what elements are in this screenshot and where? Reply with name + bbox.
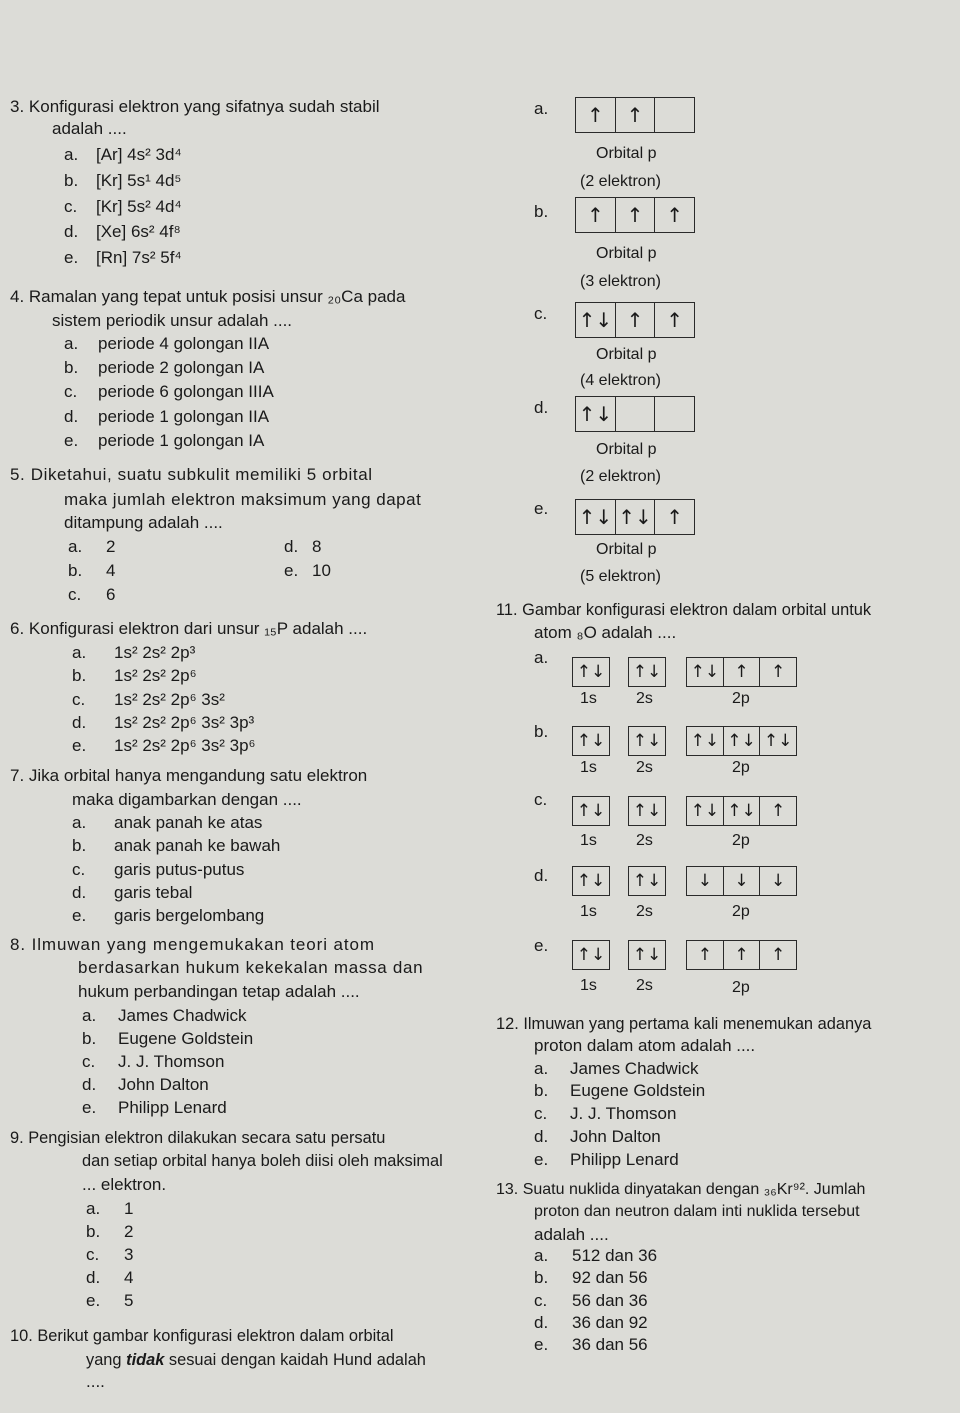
q7-option-c-value: garis putus-putus: [114, 860, 245, 879]
q11-c-2p-box: [686, 796, 797, 826]
q9-option-c: c.: [86, 1245, 100, 1264]
q11-option-c: c.: [534, 790, 548, 809]
q11-c-2p-cell-1: ↑↓: [690, 800, 720, 821]
q9-option-b-value: 2: [124, 1222, 134, 1241]
q7-option-a: a.: [72, 813, 87, 832]
q4-text: 4. Ramalan yang tepat untuk posisi unsur ₂₀Ca pada: [10, 287, 406, 306]
q3-option-a-value: [Ar] 4s² 3d⁴: [96, 145, 182, 164]
q7-option-b: b.: [72, 836, 87, 855]
q10-option-d: d.: [534, 398, 549, 417]
q11-b-1s-box: ↑↓: [572, 726, 610, 756]
q11-e-label-2p: 2p: [732, 979, 750, 996]
q8-option-c-value: J. J. Thomson: [118, 1052, 225, 1071]
q3-option-e-value: [Rn] 7s² 5f⁴: [96, 248, 182, 267]
q5-text3: ditampung adalah ....: [64, 513, 223, 532]
q10-option-e: e.: [534, 499, 549, 518]
q6-option-c-value: 1s² 2s² 2p⁶ 3s²: [114, 690, 225, 709]
q7-option-a-value: anak panah ke atas: [114, 813, 263, 832]
q7-option-d-value: garis tebal: [114, 883, 193, 902]
q10-e-orbital-box: [575, 499, 695, 535]
q10-c-cell-3: ↑: [654, 303, 694, 337]
q10-d-electrons: (2 elektron): [580, 468, 661, 485]
q8-option-e: e.: [82, 1098, 97, 1117]
q10-d-orbital-box: [575, 396, 695, 432]
q11-e-2p-box: [686, 940, 797, 970]
q7-option-e-value: garis bergelombang: [114, 906, 265, 925]
q8-option-a: a.: [82, 1006, 97, 1025]
q11-a-2p-cell-2: ↑: [723, 658, 760, 686]
q13-option-e-value: 36 dan 56: [572, 1335, 648, 1354]
q12-option-c-value: J. J. Thomson: [570, 1104, 677, 1123]
q13-option-d: d.: [534, 1313, 549, 1332]
q10-e-caption: Orbital p: [596, 541, 657, 558]
q7-text2: maka digambarkan dengan ....: [72, 790, 302, 809]
q10-a-cell-1: ↑: [586, 103, 604, 127]
q9-option-d: d.: [86, 1268, 101, 1287]
q10-option-a: a.: [534, 99, 549, 118]
q11-e-2p-cell-1: ↑: [697, 944, 712, 965]
q3-option-b-value: [Kr] 5s¹ 4d⁵: [96, 171, 182, 190]
q9-option-c-value: 3: [124, 1245, 134, 1264]
q10-b-cell-1: ↑: [586, 203, 604, 227]
q10-c-cell-1: ↑↓: [578, 308, 613, 332]
q11-d-2p-cell-2: ↓: [723, 867, 760, 895]
q5-option-b: b.: [68, 561, 83, 580]
q8-text: 8. Ilmuwan yang mengemukakan teori atom: [10, 935, 375, 954]
q10-option-b: b.: [534, 202, 549, 221]
q8-option-d-value: John Dalton: [118, 1075, 209, 1094]
q11-b-2p-cell-1: ↑↓: [690, 730, 720, 751]
q4-option-b-value: periode 2 golongan IA: [98, 358, 265, 377]
q6-option-b: b.: [72, 666, 87, 685]
q10-e-cell-2: ↑↓: [615, 500, 655, 534]
q12-option-e-value: Philipp Lenard: [570, 1150, 679, 1169]
q12-option-b: b.: [534, 1081, 549, 1100]
q10-a-cell-2: ↑: [615, 98, 655, 132]
q9-text3: ... elektron.: [82, 1175, 167, 1194]
q7-option-e: e.: [72, 906, 87, 925]
q11-option-a: a.: [534, 648, 549, 667]
q11-c-2s-box: ↑↓: [628, 796, 666, 826]
q10-e-electrons: (5 elektron): [580, 568, 661, 585]
q12-option-a: a.: [534, 1059, 549, 1078]
q8-text2: berdasarkan hukum kekekalan massa dan: [78, 958, 424, 977]
q11-c-label-2s: 2s: [636, 832, 653, 849]
q6-option-a-value: 1s² 2s² 2p³: [114, 643, 196, 662]
q11-option-d: d.: [534, 866, 549, 885]
q11-option-e: e.: [534, 936, 549, 955]
q10-b-electrons: (3 elektron): [580, 273, 661, 290]
q11-d-label-2p: 2p: [732, 903, 750, 920]
q10-c-orbital-box: [575, 302, 695, 338]
q9-option-e-value: 5: [124, 1291, 134, 1310]
q11-b-2p-cell-3: ↑↓: [759, 727, 796, 755]
q9-option-a: a.: [86, 1199, 101, 1218]
q4-option-e: e.: [64, 431, 79, 450]
q10-e-cell-3: ↑: [654, 500, 694, 534]
q11-e-1s-box: ↑↓: [572, 940, 610, 970]
q10-b-orbital-box: [575, 197, 695, 233]
q10-text: 10. Berikut gambar konfigurasi elektron dalam orbital: [10, 1327, 394, 1345]
q11-e-2s-box: ↑↓: [628, 940, 666, 970]
q11-d-label-1s: 1s: [580, 903, 597, 920]
q4-option-b: b.: [64, 358, 79, 377]
q8-option-b-value: Eugene Goldstein: [118, 1029, 254, 1048]
q5-option-d: d.: [284, 537, 299, 556]
q7-option-d: d.: [72, 883, 87, 902]
q9-option-d-value: 4: [124, 1268, 134, 1287]
q3-option-c-value: [Kr] 5s² 4d⁴: [96, 197, 182, 216]
q13-option-d-value: 36 dan 92: [572, 1313, 648, 1332]
q3-option-d-value: [Xe] 6s² 4f⁸: [96, 222, 181, 241]
q10-e-cell-1: ↑↓: [578, 505, 613, 529]
q10-a-cell-3: [654, 98, 694, 132]
q11-a-2s-box: ↑↓: [628, 657, 666, 687]
q11-e-2p-cell-2: ↑: [723, 941, 760, 969]
q10-d-cell-3: [654, 397, 694, 431]
q11-b-2s-box: ↑↓: [628, 726, 666, 756]
q10-b-cell-2: ↑: [615, 198, 655, 232]
q5-option-c-value: 6: [106, 585, 116, 604]
q11-d-2s-box: ↑↓: [628, 866, 666, 896]
q5-option-c: c.: [68, 585, 82, 604]
q9-text2: dan setiap orbital hanya boleh diisi oleh maksimal: [82, 1152, 443, 1170]
q5-option-d-value: 8: [312, 537, 322, 556]
q8-option-c: c.: [82, 1052, 96, 1071]
q11-e-2p-cell-3: ↑: [759, 941, 796, 969]
q6-option-a: a.: [72, 643, 87, 662]
q3-text: 3. Konfigurasi elektron yang sifatnya sudah stabil: [10, 97, 380, 116]
q11-a-1s-box: ↑↓: [572, 657, 610, 687]
q6-option-d: d.: [72, 713, 87, 732]
q13-option-b: b.: [534, 1268, 549, 1287]
q10-d-caption: Orbital p: [596, 441, 657, 458]
q10-d-cell-1: ↑↓: [578, 402, 613, 426]
q11-a-2p-cell-1: ↑↓: [690, 661, 720, 682]
q3-option-e: e.: [64, 248, 79, 267]
q13-text3: adalah ....: [534, 1225, 609, 1244]
q5-option-a-value: 2: [106, 537, 116, 556]
q5-option-e: e.: [284, 561, 299, 580]
q10-a-electrons: (2 elektron): [580, 173, 661, 190]
q11-d-2p-box: [686, 866, 797, 896]
q3-option-d: d.: [64, 222, 79, 241]
q11-b-label-2s: 2s: [636, 759, 653, 776]
q8-option-e-value: Philipp Lenard: [118, 1098, 227, 1117]
q11-a-label-2s: 2s: [636, 690, 653, 707]
q13-option-e: e.: [534, 1335, 549, 1354]
q11-text2: atom ₈O adalah ....: [534, 623, 677, 642]
q13-option-c-value: 56 dan 36: [572, 1291, 648, 1310]
q11-b-label-1s: 1s: [580, 759, 597, 776]
q11-c-2p-cell-3: ↑: [759, 797, 796, 825]
q4-option-a-value: periode 4 golongan IIA: [98, 334, 270, 353]
q8-text3: hukum perbandingan tetap adalah ....: [78, 982, 360, 1001]
q13-option-a-value: 512 dan 36: [572, 1246, 658, 1265]
q12-text2: proton dalam atom adalah ....: [534, 1036, 756, 1055]
q11-b-label-2p: 2p: [732, 759, 750, 776]
q3-text2: adalah ....: [52, 119, 127, 138]
q11-c-label-2p: 2p: [732, 832, 750, 849]
q4-option-d-value: periode 1 golongan IIA: [98, 407, 270, 426]
q11-e-label-2s: 2s: [636, 977, 653, 994]
q12-text: 12. Ilmuwan yang pertama kali menemukan adanya: [496, 1015, 872, 1033]
q11-a-label-1s: 1s: [580, 690, 597, 707]
q12-option-d: d.: [534, 1127, 549, 1146]
q7-option-b-value: anak panah ke bawah: [114, 836, 281, 855]
q6-option-e-value: 1s² 2s² 2p⁶ 3s² 3p⁶: [114, 736, 256, 755]
q5-option-e-value: 10: [312, 561, 331, 580]
q5-text: 5. Diketahui, suatu subkulit memiliki 5 orbital: [10, 465, 373, 484]
q9-option-a-value: 1: [124, 1199, 134, 1218]
q10-c-cell-2: ↑: [615, 303, 655, 337]
q4-option-c-value: periode 6 golongan IIIA: [98, 382, 274, 401]
q10-c-caption: Orbital p: [596, 346, 657, 363]
q10-b-caption: Orbital p: [596, 245, 657, 262]
q11-c-1s-box: ↑↓: [572, 796, 610, 826]
q6-text: 6. Konfigurasi elektron dari unsur ₁₅P adalah ....: [10, 619, 368, 638]
q8-option-d: d.: [82, 1075, 97, 1094]
q6-option-c: c.: [72, 690, 86, 709]
q13-option-a: a.: [534, 1246, 549, 1265]
q11-c-2p-cell-2: ↑↓: [723, 797, 760, 825]
q5-text2: maka jumlah elektron maksimum yang dapat: [64, 490, 422, 509]
q10-option-c: c.: [534, 304, 548, 323]
q6-option-b-value: 1s² 2s² 2p⁶: [114, 666, 197, 685]
q11-a-2p-cell-3: ↑: [759, 658, 796, 686]
q3-option-b: b.: [64, 171, 79, 190]
q13-option-b-value: 92 dan 56: [572, 1268, 648, 1287]
q3-option-a: a.: [64, 145, 79, 164]
q11-b-2p-cell-2: ↑↓: [723, 727, 760, 755]
q11-b-2p-box: [686, 726, 797, 756]
q12-option-e: e.: [534, 1150, 549, 1169]
q12-option-d-value: John Dalton: [570, 1127, 661, 1146]
q11-d-1s-box: ↑↓: [572, 866, 610, 896]
q11-d-2p-cell-1: ↓: [697, 870, 712, 891]
q6-option-d-value: 1s² 2s² 2p⁶ 3s² 3p³: [114, 713, 255, 732]
q10-c-electrons: (4 elektron): [580, 372, 661, 389]
q5-option-a: a.: [68, 537, 83, 556]
q3-option-c: c.: [64, 197, 78, 216]
q11-option-b: b.: [534, 722, 549, 741]
q8-option-b: b.: [82, 1029, 97, 1048]
q13-text: 13. Suatu nuklida dinyatakan dengan ₃₆Kr⁹². Jumlah: [496, 1181, 866, 1198]
q5-option-b-value: 4: [106, 561, 116, 580]
q11-a-label-2p: 2p: [732, 690, 750, 707]
q12-option-a-value: James Chadwick: [570, 1059, 699, 1078]
q4-option-e-value: periode 1 golongan IA: [98, 431, 265, 450]
q11-text: 11. Gambar konfigurasi elektron dalam orbital untuk: [496, 601, 872, 619]
q11-d-2p-cell-3: ↓: [759, 867, 796, 895]
q11-e-label-1s: 1s: [580, 977, 597, 994]
q11-d-label-2s: 2s: [636, 903, 653, 920]
q6-option-e: e.: [72, 736, 87, 755]
q10-a-orbital-box: [575, 97, 695, 133]
q10-text3: ....: [86, 1372, 105, 1391]
q10-b-cell-3: ↑: [654, 198, 694, 232]
q4-text2: sistem periodik unsur adalah ....: [52, 311, 293, 330]
q9-option-e: e.: [86, 1291, 101, 1310]
q13-option-c: c.: [534, 1291, 548, 1310]
q13-text2: proton dan neutron dalam inti nuklida tersebut: [534, 1203, 860, 1220]
q11-c-label-1s: 1s: [580, 832, 597, 849]
q4-option-a: a.: [64, 334, 79, 353]
q9-option-b: b.: [86, 1222, 101, 1241]
q7-option-c: c.: [72, 860, 86, 879]
q9-text: 9. Pengisian elektron dilakukan secara satu persatu: [10, 1129, 386, 1147]
q7-text: 7. Jika orbital hanya mengandung satu elektron: [10, 766, 368, 785]
q10-d-cell-2: [615, 397, 655, 431]
q8-option-a-value: James Chadwick: [118, 1006, 247, 1025]
q12-option-c: c.: [534, 1104, 548, 1123]
q11-a-2p-box: [686, 657, 797, 687]
q4-option-c: c.: [64, 382, 78, 401]
q4-option-d: d.: [64, 407, 79, 426]
q10-a-caption: Orbital p: [596, 145, 657, 162]
q10-text2: yang tidak sesuai dengan kaidah Hund adalah: [86, 1351, 426, 1369]
q12-option-b-value: Eugene Goldstein: [570, 1081, 706, 1100]
